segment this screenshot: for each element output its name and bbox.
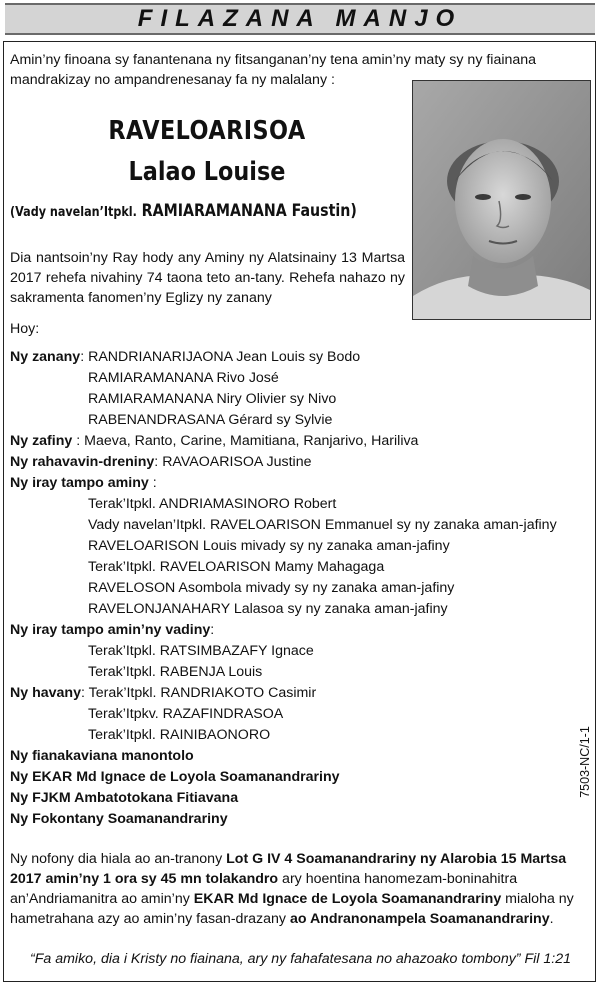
funeral-time: 2017 amin’ny 1 ora sy 45 mn tolakandro [10, 871, 279, 887]
funeral-text: . [549, 911, 554, 927]
bible-quote: “Fa amiko, dia i Kristy no fiainana, ary ny fahafatesana no ahazoako tombony” Fil 1:21 [30, 951, 571, 967]
iray-tampo-vadiny-label: Ny iray tampo amin’ny vadiny [10, 622, 211, 638]
zanany-row: Ny zanany: RANDRIANARIJAONA Jean Louis sy Bodo [10, 349, 361, 365]
iray-tampo-aminy-item: RAVELONJANAHARY Lalasoa sy ny zanaka aman-jafiny [88, 601, 448, 617]
funeral-line-3 [10, 889, 591, 909]
funeral-line-2 [10, 869, 591, 889]
iray-tampo-aminy-item: RAVELOARISON Louis mivady sy ny zanaka aman-jafiny [88, 538, 450, 554]
header-title: FILAZANA MANJO [137, 5, 463, 32]
zanany-label: Ny zanany [10, 349, 81, 365]
zanany-item: RAMIARAMANANA Rivo José [88, 370, 279, 386]
spouse-name: RAMIARAMANANA Faustin) [141, 201, 357, 220]
iray-tampo-vadiny-item: Terak’Itpkl. RABENJA Louis [88, 664, 263, 680]
reference-code: 7503-NC/1-1 [578, 726, 592, 798]
iray-tampo-aminy-item: Terak’Itpkl. RAVELOARISON Mamy Mahagaga [88, 559, 385, 575]
havany-row: Ny havany: Terak’Itpkl. RANDRIAKOTO Casimir [10, 685, 317, 701]
announcement-line-3: sakramenta fanomen’ny Eglizy ny zanany [10, 290, 272, 306]
announcement-line-2: 2017 rehefa nivahiny 74 taona teto an-tany. Rehefa nahazo ny [10, 270, 405, 286]
funeral-address: Lot G IV 4 Soamanandrariny ny Alarobia 15 Martsa [226, 851, 567, 867]
funeral-church: EKAR Md Ignace de Loyola Soamanandrariny [193, 891, 502, 907]
iray-tampo-aminy-item: Vady navelan’Itpkl. RAVELOARISON Emmanuel sy ny zanaka aman-jafiny [88, 517, 557, 533]
organization-line: Ny FJKM Ambatotokana Fitiavana [10, 790, 239, 806]
iray-tampo-aminy-item: RAVELOSON Asombola mivady sy ny zanaka aman-jafiny [88, 580, 455, 596]
funeral-text: ary hoentina hanomezam-boninahitra [278, 871, 518, 887]
zanany-item: RABENANDRASANA Gérard sy Sylvie [88, 412, 333, 428]
rahavavin-row: Ny rahavavin-dreniny: RAVAOARISOA Justine [10, 454, 312, 470]
spouse-line [10, 201, 357, 220]
zafiny-row: Ny zafiny : Maeva, Ranto, Carine, Mamitiana, Ranjarivo, Hariliva [10, 433, 419, 449]
funeral-text: an’Andriamanitra ao amin’ny [10, 891, 194, 907]
funeral-burial-place: ao Andranonampela Soamanandrariny [289, 911, 550, 927]
iray-tampo-vadiny-item: Terak’Itpkl. RATSIMBAZAFY Ignace [88, 643, 314, 659]
organization-line: Ny Fokontany Soamanandrariny [10, 811, 228, 827]
deceased-photo [412, 80, 591, 320]
funeral-text: mialoha ny [501, 891, 574, 907]
header-banner [5, 3, 595, 35]
zanany-item: RANDRIANARIJAONA Jean Louis sy Bodo [88, 349, 361, 365]
rahavavin-name: RAVAOARISOA Justine [162, 454, 312, 470]
organization-line: Ny EKAR Md Ignace de Loyola Soamanandrariny [10, 769, 340, 785]
funeral-line-1 [10, 849, 591, 869]
announcement-line-1: Dia nantsoin’ny Ray hody any Aminy ny Alatsinainy 13 Martsa [10, 250, 405, 266]
deceased-surname: RAVELOARISOA [108, 116, 306, 146]
havany-label: Ny havany [10, 685, 81, 701]
iray-tampo-aminy-label: Ny iray tampo aminy [10, 475, 149, 491]
iray-tampo-aminy-row: Ny iray tampo aminy : [10, 475, 157, 491]
hoy-label: Hoy: [10, 321, 40, 337]
deceased-given-names: Lalao Louise [128, 157, 286, 187]
havany-item: Terak’Itpkv. RAZAFINDRASOA [88, 706, 284, 722]
rahavavin-label: Ny rahavavin-dreniny [10, 454, 155, 470]
zafiny-label: Ny zafiny [10, 433, 73, 449]
organization-line: Ny fianakaviana manontolo [10, 748, 194, 764]
spouse-prefix: (Vady navelan’Itpkl. [10, 205, 137, 220]
funeral-text: Ny nofony dia hiala ao an-tranony [10, 851, 227, 867]
iray-tampo-vadiny-row: Ny iray tampo amin’ny vadiny: [10, 622, 215, 638]
portrait-image [413, 81, 591, 320]
iray-tampo-aminy-item: Terak’Itpkl. ANDRIAMASINORO Robert [88, 496, 337, 512]
reference-code-box [578, 712, 592, 812]
funeral-line-4 [10, 909, 554, 929]
zanany-item: RAMIARAMANANA Niry Olivier sy Nivo [88, 391, 337, 407]
intro-line-2: mandrakizay no ampandrenesanay fa ny malalany : [10, 72, 335, 88]
havany-item: Terak’Itpkl. RANDRIAKOTO Casimir [88, 685, 317, 701]
funeral-text: hametrahana azy ao amin’ny fasan-drazany [10, 911, 290, 927]
zafiny-list: Maeva, Ranto, Carine, Mamitiana, Ranjarivo, Hariliva [84, 433, 419, 449]
havany-item: Terak’Itpkl. RAINIBAONORO [88, 727, 271, 743]
intro-line-1: Amin’ny finoana sy fanantenana ny fitsanganan’ny tena amin’ny maty sy ny fiainana [10, 52, 537, 68]
